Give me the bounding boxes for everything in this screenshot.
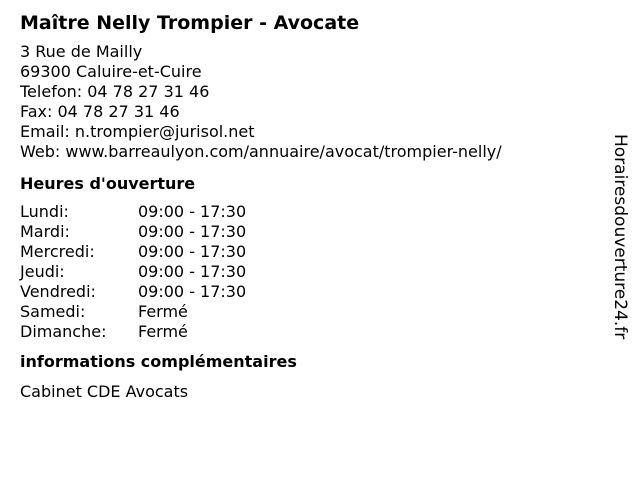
day-label: Jeudi: [20,262,65,281]
hours-row-sunday [20,322,600,342]
contact-details [20,42,600,162]
site-brand-vertical: Horairesdouverture24.fr [610,134,630,340]
time-value: 09:00 - 17:30 [138,262,247,281]
street-address: 3 Rue de Mailly [20,42,143,61]
hours-row-wednesday [20,242,600,262]
day-label: Samedi: [20,302,86,321]
hours-row-monday [20,202,600,222]
time-value: 09:00 - 17:30 [138,202,247,221]
day-label: Lundi: [20,202,69,221]
postal-city: 69300 Caluire-et-Cuire [20,62,202,81]
fax-line: Fax: 04 78 27 31 46 [20,102,180,121]
phone-line[interactable]: Telefon: 04 78 27 31 46 [20,82,210,101]
hours-row-saturday [20,302,600,322]
day-label: Mercredi: [20,242,95,261]
time-value: 09:00 - 17:30 [138,282,247,301]
time-value: Fermé [138,302,188,321]
page-title: Maître Nelly Trompier - Avocate [20,12,360,34]
listing-content [20,10,600,402]
day-label: Mardi: [20,222,70,241]
day-label: Dimanche: [20,322,107,341]
time-value: 09:00 - 17:30 [138,242,247,261]
day-label: Vendredi: [20,282,96,301]
hours-row-thursday [20,262,600,282]
email-line[interactable]: Email: n.trompier@jurisol.net [20,122,255,141]
time-value: 09:00 - 17:30 [138,222,247,241]
opening-hours-table [20,202,600,342]
additional-info-heading: informations complémentaires [20,352,297,371]
time-value: Fermé [138,322,188,341]
hours-row-tuesday [20,222,600,242]
opening-hours-heading: Heures d'ouverture [20,174,196,193]
additional-info-text: Cabinet CDE Avocats [20,382,189,401]
web-line[interactable]: Web: www.barreaulyon.com/annuaire/avocat/trompier-nelly/ [20,142,502,161]
hours-row-friday [20,282,600,302]
